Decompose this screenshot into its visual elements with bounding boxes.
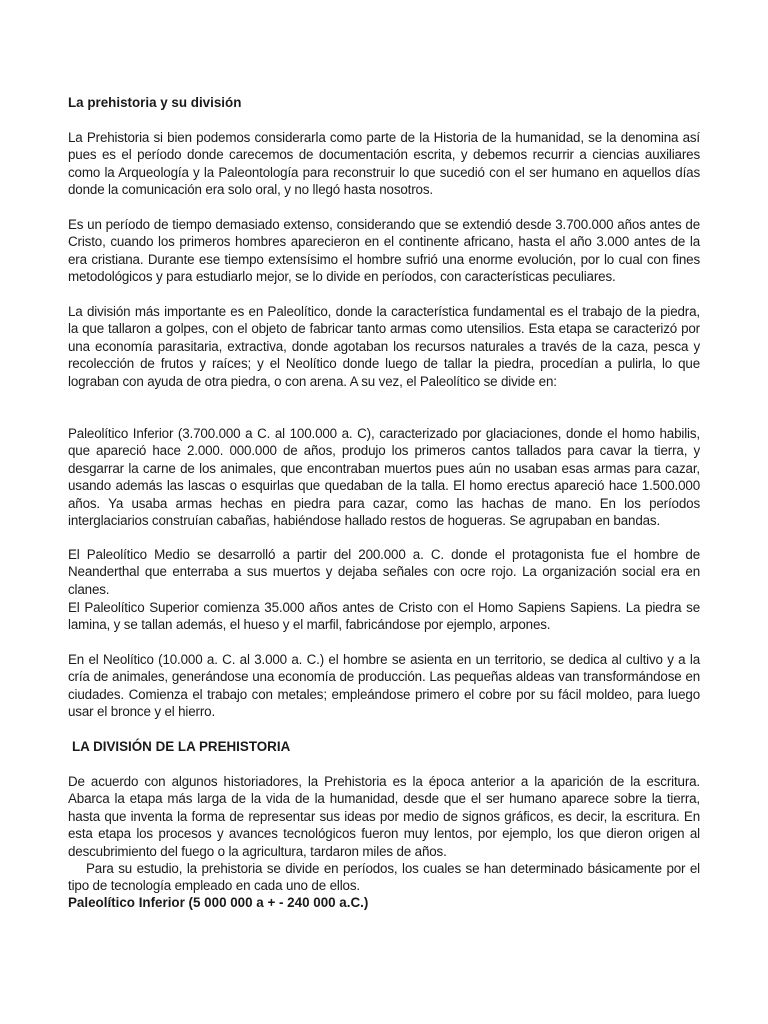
section-paragraph: De acuerdo con algunos historiadores, la Prehistoria es la época anterior a la aparición de la escritura. Abarca la etapa más larga de la vida de la humanidad, desde que el ser humano aparece sobre la tierra, hasta que inventa la forma de representar sus ideas por medio de signos gráficos, es decir, la escritura. En esta etapa los procesos y avances tecnológicos fueron muy lentos, por ejemplo, los que dieron origen al descubrimiento del fuego o la agricultura, tardaron miles de años. (68, 774, 700, 859)
paragraph-period-extent: Es un período de tiempo demasiado extenso, considerando que se extendió desde 3.700.000 años antes de Cristo, cuando los primeros hombres aparecieron en el continente africano, hasta el año 3.000 antes de la era cristiana. Durante ese tiempo extensísimo el hombre sufrió una enorme evolución, por lo cual con fines metodológicos y para estudiarlo mejor, se lo divide en períodos, con características peculiares. (68, 217, 700, 285)
paragraph-main-division: La división más importante es en Paleolítico, donde la característica fundamental es el trabajo de la piedra, la que tallaron a golpes, con el objeto de fabricar tanto armas como utensilios. Esta etapa se caracterizó por una economía parasitaria, extractiva, donde agotaban los recursos naturales a través de la caza, pesca y recolección de frutos y raíces; y el Neolítico donde luego de tallar la piedra, procedían a pulirla, lo que lograban con ayuda de otra piedra, o con arena. A su vez, el Paleolítico se divide en: (68, 304, 700, 389)
paragraph-neolithic: En el Neolítico (10.000 a. C. al 3.000 a. C.) el hombre se asienta en un territorio, se dedica al cultivo y a la cría de animales, generándose una economía de producción. Las pequeñas aldeas van transformándose en ciudades. Comienza el trabajo con metales; empleándose primero el cobre por su fácil moldeo, para luego usar el bronce y el hierro. (68, 652, 700, 720)
section-heading: LA DIVISIÓN DE LA PREHISTORIA (72, 739, 291, 754)
paragraph-intro: La Prehistoria si bien podemos considerarla como parte de la Historia de la humanidad, se la denomina así pues es el período donde carecemos de documentación escrita, y debemos recurrir a ciencias auxiliares como la Arqueología y la Paleontología para reconstruir lo que sucedió con el ser humano en aquellos días donde la comunicación era solo oral, y no llegó hasta nosotros. (68, 130, 700, 198)
document-title: La prehistoria y su división (68, 95, 242, 110)
subheading-lower-paleolithic: Paleolítico Inferior (5 000 000 a + - 240 000 a.C.) (68, 895, 369, 910)
paragraph-upper-paleolithic: El Paleolítico Superior comienza 35.000 años antes de Cristo con el Homo Sapiens Sapiens. La piedra se lamina, y se tallan además, el hueso y el marfil, fabricándose por ejemplo, arpones. (68, 600, 700, 633)
section-paragraph-study: Para su estudio, la prehistoria se divide en períodos, los cuales se han determinado básicamente por el tipo de tecnología empleado en cada uno de ellos. (68, 861, 700, 894)
paragraph-middle-paleolithic: El Paleolítico Medio se desarrolló a partir del 200.000 a. C. donde el protagonista fue el hombre de Neanderthal que enterraba a sus muertos y dejaba señales con ocre rojo. La organización social era en clanes. (68, 547, 700, 597)
paragraph-lower-paleolithic: Paleolítico Inferior (3.700.000 a C. al 100.000 a. C), caracterizado por glaciaciones, donde el homo habilis, que apareció hace 2.000. 000.000 de años, produjo los primeros cantos tallados para cavar la tierra, y desgarrar la carne de los animales, que encontraban muertos pues aún no usaban esas armas para cazar, usando además las lascas o esquirlas que quedaban de la talla. El homo erectus apareció hace 1.500.000 años. Ya usaba armas hechas en piedra para cazar, como las hachas de mano. En los períodos interglaciarios construían cabañas, habiéndose hallado restos de hogueras. Se agrupaban en bandas. (68, 426, 700, 529)
